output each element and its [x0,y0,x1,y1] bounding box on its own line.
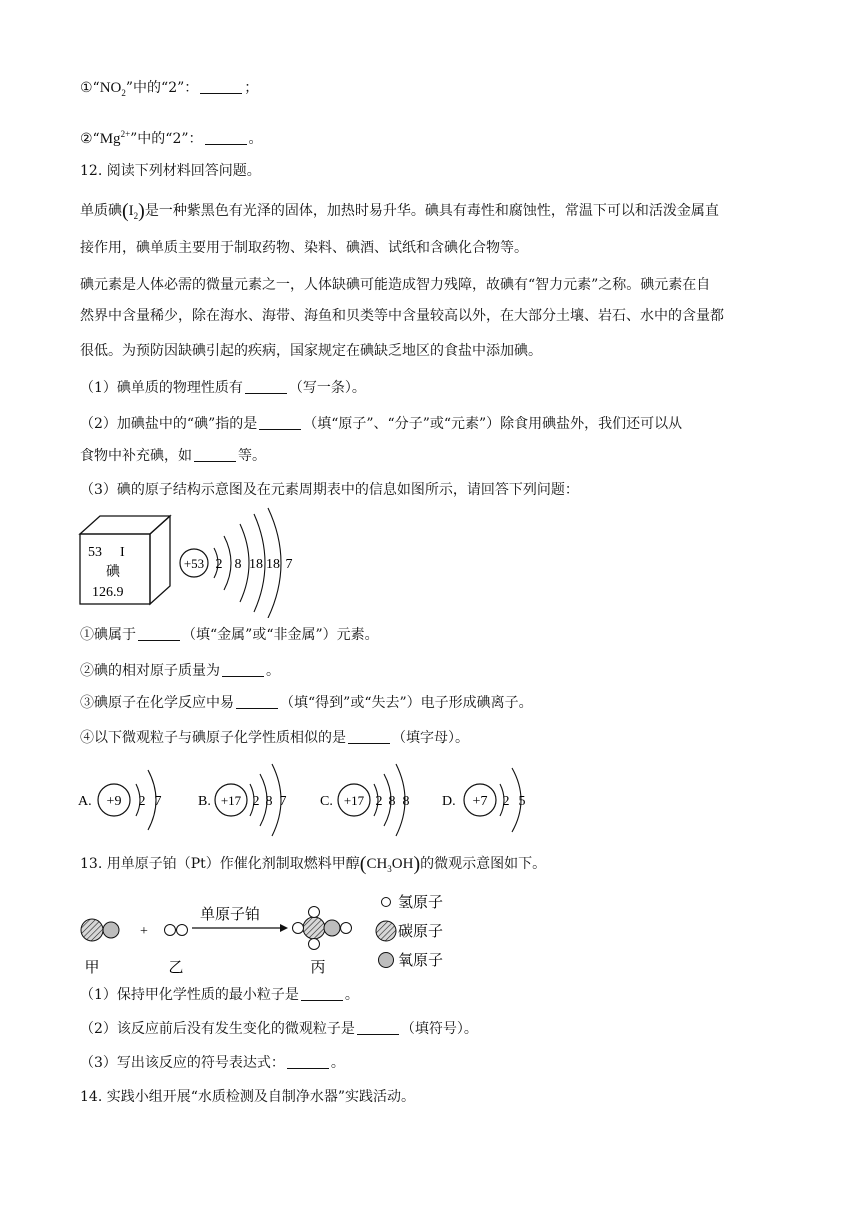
answer-blank[interactable] [287,1054,329,1069]
q12-sub2-line2: 食物中补充碘，如 等。 [80,448,266,464]
svg-text:7: 7 [279,794,287,809]
q13-sub3: （3）写出该反应的符号表达式： 。 [80,1055,345,1071]
element-card [80,516,170,604]
svg-text:D.: D. [442,794,456,809]
svg-text:2: 2 [375,794,383,809]
svg-text:2: 2 [252,794,260,809]
legend-hydrogen: 氢原子 [398,895,444,911]
q12-para1-line1: 单质碘$(I_2)$是一种紫黑色有光泽的固体，加热时易升华。碘具有毒性和腐蚀性，常温下可以和活泼金属直 [80,200,719,222]
atomic-mass: 126.9 [92,585,124,600]
plus-sign: + [140,924,148,939]
q11-item1: $①“NO_2$”中的“2”： ； [80,80,259,98]
answer-blank[interactable] [138,626,180,641]
svg-text:8: 8 [265,794,273,809]
formula-mg-ion: $Mg^{2+}$ [99,129,131,147]
iodine-atom-structure [180,508,293,618]
q12-sub3: （3）碘的原子结构示意图及在元素周期表中的信息如图所示，请回答下列问题： [80,482,579,498]
answer-blank[interactable] [357,1020,399,1035]
reaction-diagram [74,884,464,980]
svg-text:7: 7 [154,794,162,809]
q12-q1: ①碘属于 （填“金属”或“非金属”）元素。 [80,627,379,643]
q12-title: 12. 阅读下列材料回答问题。 [80,163,261,179]
q12-q2: ②碘的相对原子质量为 。 [80,663,280,679]
q12-para2-line3: 很低。为预防因缺碘引起的疾病，国家规定在碘缺乏地区的食盐中添加碘。 [80,343,542,359]
svg-text:+17: +17 [343,793,365,808]
q12-para2-line1: 碘元素是人体必需的微量元素之一，人体缺碘可能造成智力残障，故碘有“智力元素”之称。碘元素在自 [80,277,711,293]
q14-title: 14. 实践小组开展“水质检测及自制净水器”实践活动。 [80,1089,416,1105]
q13-title: 13. 用单原子铂（Pt）作催化剂制取燃料甲醇$(CH_3OH)$的微观示意图如下。 [80,853,547,875]
legend [376,894,443,969]
shell-1: 2 [215,557,223,572]
answer-blank[interactable] [236,694,278,709]
atomic-number: 53 [88,545,102,560]
svg-text:+9: +9 [106,794,122,809]
answer-blank[interactable] [194,447,236,462]
answer-blank[interactable] [200,79,242,94]
label-yi: 乙 [168,960,184,976]
answer-blank[interactable] [205,130,247,145]
nucleus-charge: +53 [183,556,205,571]
molecule-jia [81,919,119,941]
option-d[interactable] [442,768,526,832]
option-c[interactable] [320,764,410,836]
svg-text:2: 2 [502,794,510,809]
svg-text:B.: B. [198,794,211,809]
answer-blank[interactable] [348,729,390,744]
formula-i2: $(I_2)$ [122,200,145,222]
q12-q4: ④以下微观粒子与碘原子化学性质相似的是 （填字母）。 [80,730,469,746]
legend-carbon: 碳原子 [398,924,444,940]
element-name: 碘 [106,565,120,580]
label-jia: 甲 [84,960,100,976]
q12-sub1: （1）碘单质的物理性质有 （写一条）。 [80,380,366,396]
q12-q3: ③碘原子在化学反应中易 （填“得到”或“失去”）电子形成碘离子。 [80,695,533,711]
q13-sub1: （1）保持甲化学性质的最小粒子是 。 [80,987,359,1003]
shell-4: 18 [266,557,280,572]
svg-text:5: 5 [518,794,526,809]
q11-item2: $②“Mg^{2+}$”中的“2”： 。 [80,129,263,147]
option-a[interactable] [78,770,162,830]
q12-sub2-line1: （2）加碘盐中的“碘”指的是 （填“原子”、“分子”或“元素”）除食用碘盐外，我们还可以从 [80,416,683,432]
formula-ch3oh: $(CH_3OH)$ [359,853,421,875]
particle-options [76,760,536,840]
shell-2: 8 [234,557,242,572]
legend-oxygen: 氧原子 [398,953,444,969]
element-symbol: I [120,545,125,560]
svg-text:8: 8 [388,794,396,809]
svg-text:A.: A. [78,794,92,809]
svg-text:8: 8 [402,794,410,809]
catalyst-label: 单原子铂 [200,907,261,923]
shell-5: 7 [285,557,293,572]
label-bing: 丙 [310,960,326,976]
molecule-bing [293,907,352,950]
svg-text:C.: C. [320,794,333,809]
q12-para1-line2: 接作用，碘单质主要用于制取药物、染料、碘酒、试纸和含碘化合物等。 [80,240,528,256]
answer-blank[interactable] [245,379,287,394]
answer-blank[interactable] [222,662,264,677]
q12-para2-line2: 然界中含量稀少，除在海水、海带、海鱼和贝类等中含量较高以外，在大部分土壤、岩石、水中的含量都 [80,308,724,324]
option-b[interactable] [198,764,287,836]
svg-text:+17: +17 [220,793,242,808]
answer-blank[interactable] [301,986,343,1001]
iodine-figure [76,506,306,618]
formula-no2: $NO_2$ [99,80,126,98]
answer-blank[interactable] [259,415,301,430]
reaction-arrow [192,906,288,932]
shell-3: 18 [249,557,263,572]
svg-text:+7: +7 [472,794,488,809]
svg-text:2: 2 [138,794,146,809]
molecule-yi [165,925,188,936]
q13-sub2: （2）该反应前后没有发生变化的微观粒子是 （填符号）。 [80,1021,478,1037]
